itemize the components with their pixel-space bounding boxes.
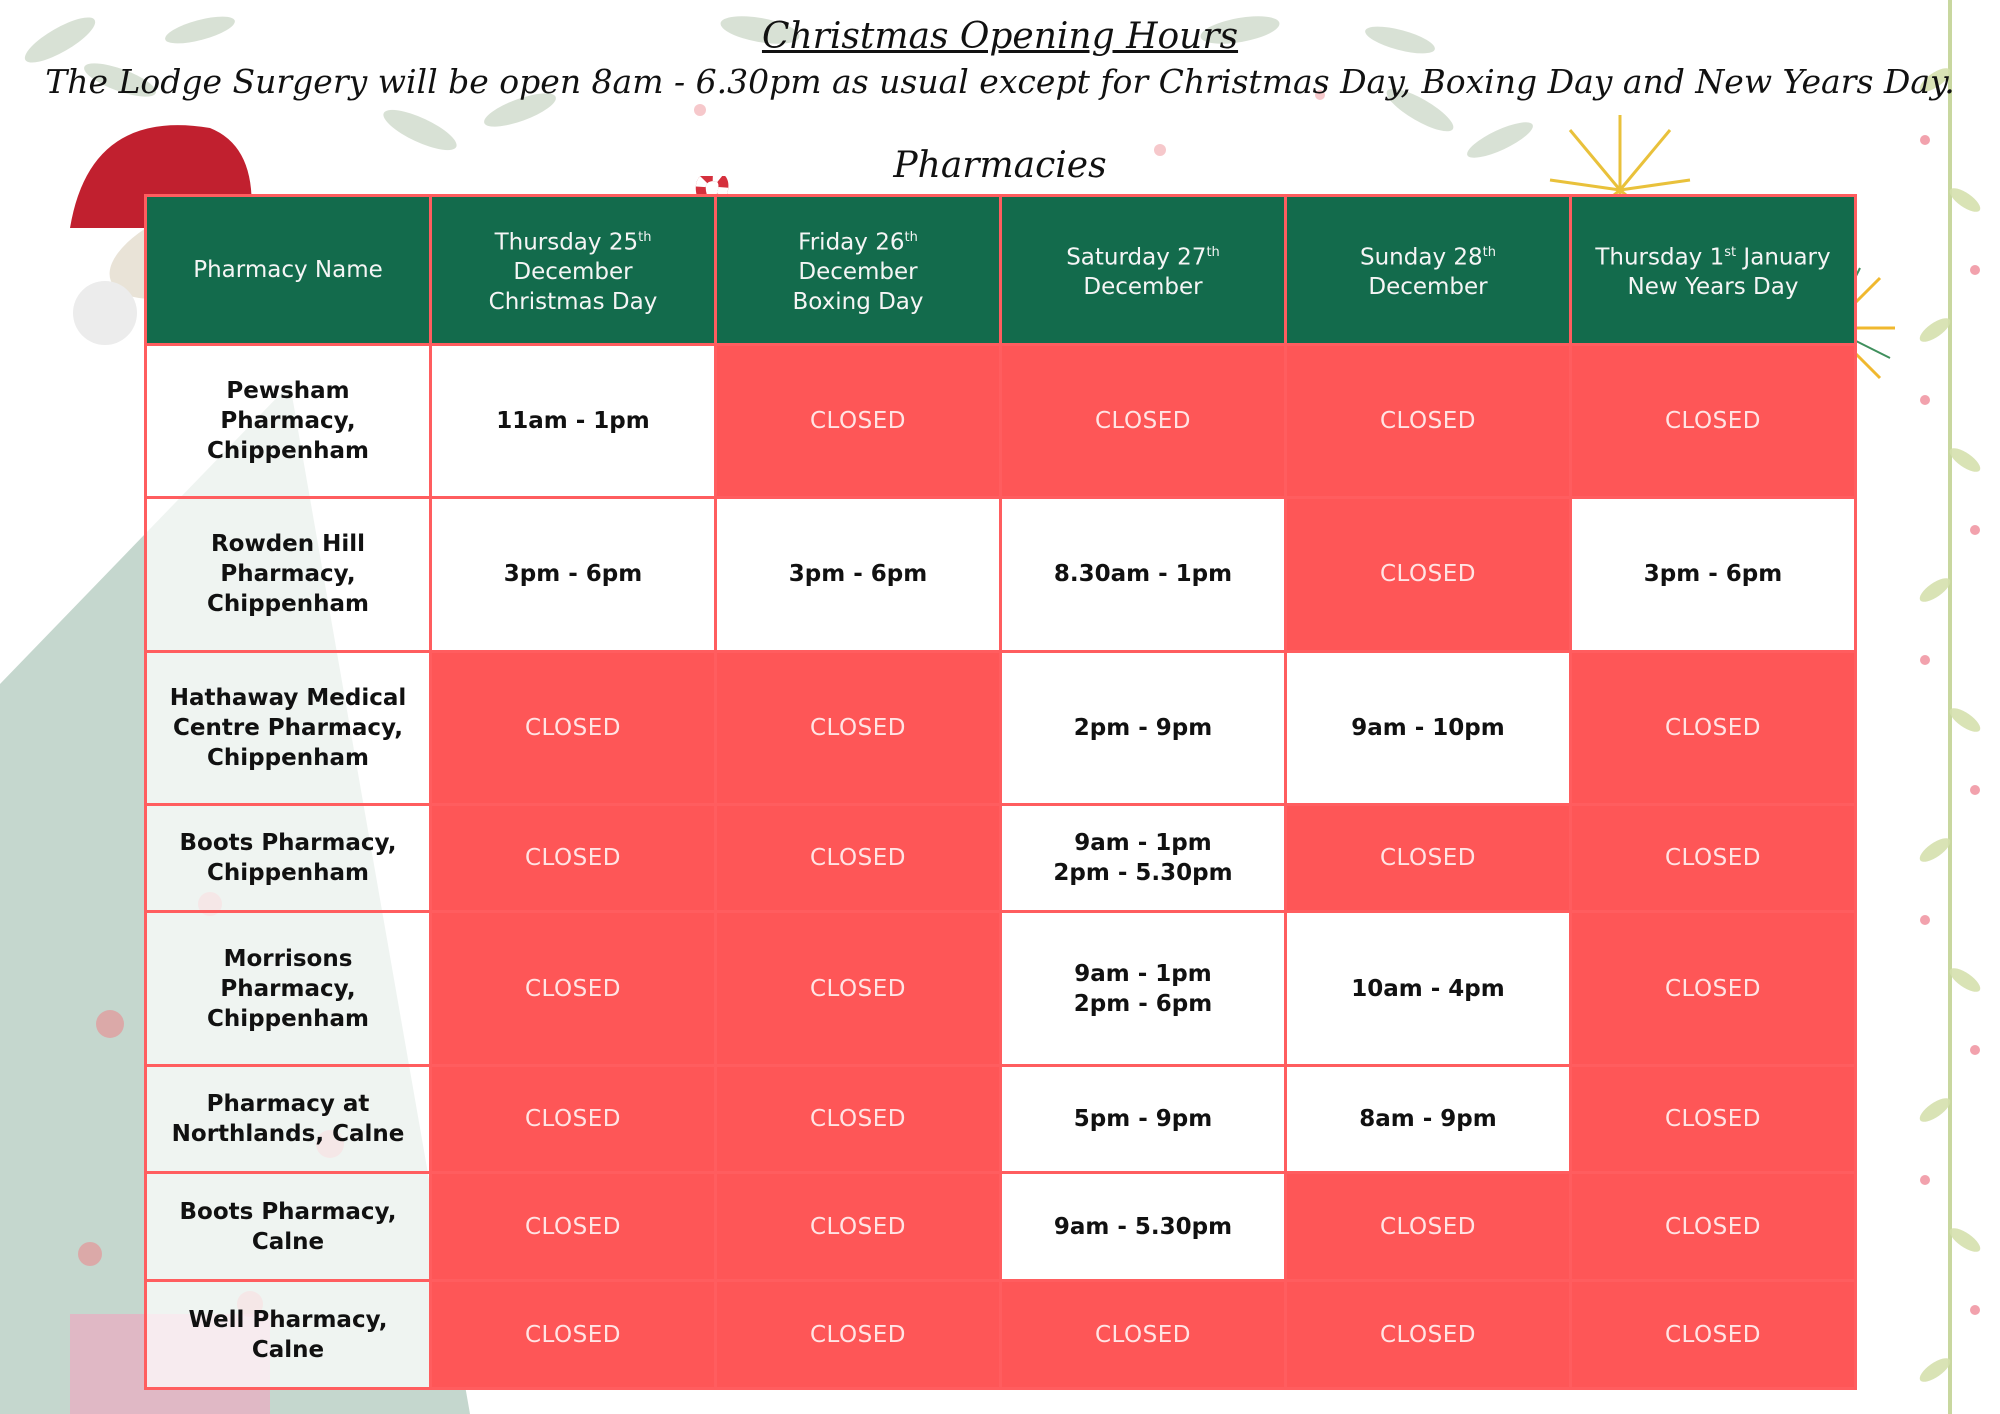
pharmacy-name: Boots Pharmacy, Calne	[179, 1198, 397, 1255]
opening-hours-cell	[1001, 498, 1286, 651]
closed-cell	[1286, 1281, 1571, 1389]
closed-cell	[1571, 1065, 1856, 1173]
closed-label: CLOSED	[525, 1321, 621, 1348]
table-body	[146, 345, 1856, 1389]
column-header-pharmacy-name	[146, 196, 431, 345]
opening-hours: 9am - 10pm	[1351, 714, 1505, 741]
opening-hours: 3pm - 6pm	[503, 561, 643, 588]
opening-hours: 11am - 1pm	[496, 408, 650, 435]
section-title: Pharmacies	[893, 145, 1107, 186]
closed-cell	[431, 1065, 716, 1173]
opening-hours-cell	[1571, 498, 1856, 651]
closed-cell	[1571, 804, 1856, 912]
column-header-day: Thursday 1st January New Years Day	[1571, 196, 1856, 345]
column-header-day: Thursday 25th December Christmas Day	[431, 196, 716, 345]
closed-label: CLOSED	[810, 1321, 906, 1348]
opening-hours: 9am - 5.30pm	[1053, 1213, 1233, 1240]
pharmacy-name: Pewsham Pharmacy, Chippenham	[207, 378, 369, 465]
closed-label: CLOSED	[1380, 561, 1476, 588]
closed-cell	[431, 912, 716, 1065]
pharmacy-name: Hathaway Medical Centre Pharmacy, Chippenham	[169, 684, 407, 771]
pharmacy-hours-table	[144, 194, 1857, 1390]
title-block	[0, 14, 2000, 104]
closed-label: CLOSED	[810, 714, 906, 741]
column-header-day: Saturday 27th December	[1001, 196, 1286, 345]
pharmacy-name-cell	[146, 1173, 431, 1281]
table-row	[146, 498, 1856, 651]
opening-hours: 10am - 4pm	[1351, 975, 1505, 1002]
closed-label: CLOSED	[525, 1213, 621, 1240]
closed-label: CLOSED	[1665, 845, 1761, 872]
opening-hours-cell	[1001, 912, 1286, 1065]
closed-cell	[1571, 651, 1856, 804]
pharmacy-name-cell	[146, 498, 431, 651]
column-header-label: Pharmacy Name	[193, 257, 383, 283]
closed-cell	[716, 651, 1001, 804]
closed-cell	[1286, 345, 1571, 498]
opening-hours-cell	[1286, 651, 1571, 804]
opening-hours: 2pm - 9pm	[1073, 714, 1213, 741]
closed-label: CLOSED	[810, 845, 906, 872]
opening-hours: 5pm - 9pm	[1073, 1106, 1213, 1133]
page-title: Christmas Opening Hours	[761, 16, 1239, 57]
closed-cell	[1571, 912, 1856, 1065]
closed-label: CLOSED	[1380, 1321, 1476, 1348]
closed-cell	[1571, 1173, 1856, 1281]
opening-hours: 3pm - 6pm	[788, 561, 928, 588]
opening-hours-cell	[716, 498, 1001, 651]
closed-cell	[1001, 1281, 1286, 1389]
closed-label: CLOSED	[525, 1106, 621, 1133]
closed-cell	[1286, 804, 1571, 912]
closed-label: CLOSED	[1665, 408, 1761, 435]
closed-cell	[1571, 345, 1856, 498]
closed-label: CLOSED	[1665, 1213, 1761, 1240]
closed-label: CLOSED	[1380, 845, 1476, 872]
closed-label: CLOSED	[810, 1106, 906, 1133]
closed-cell	[1001, 345, 1286, 498]
closed-label: CLOSED	[1665, 1106, 1761, 1133]
closed-cell	[716, 1065, 1001, 1173]
opening-hours: 8am - 9pm	[1359, 1106, 1497, 1133]
pharmacy-name-cell	[146, 804, 431, 912]
pharmacy-name: Morrisons Pharmacy, Chippenham	[207, 945, 369, 1032]
pharmacy-name-cell	[146, 1065, 431, 1173]
closed-label: CLOSED	[1380, 1213, 1476, 1240]
closed-label: CLOSED	[810, 975, 906, 1002]
opening-hours-cell	[431, 345, 716, 498]
opening-hours-cell	[1286, 1065, 1571, 1173]
opening-hours-cell	[1001, 804, 1286, 912]
pharmacy-name-cell	[146, 1281, 431, 1389]
closed-label: CLOSED	[1095, 1321, 1191, 1348]
closed-cell	[431, 651, 716, 804]
opening-hours-cell	[1001, 651, 1286, 804]
closed-cell	[431, 804, 716, 912]
page-subtitle: The Lodge Surgery will be open 8am - 6.30pm as usual except for Christmas Day, Boxing Day and New Years Day.	[45, 62, 1955, 101]
pharmacy-name-cell	[146, 345, 431, 498]
opening-hours: 8.30am - 1pm	[1053, 561, 1233, 588]
table-row	[146, 345, 1856, 498]
table-row	[146, 1065, 1856, 1173]
closed-cell	[716, 804, 1001, 912]
closed-label: CLOSED	[1665, 975, 1761, 1002]
closed-cell	[1286, 498, 1571, 651]
closed-label: CLOSED	[1665, 714, 1761, 741]
closed-label: CLOSED	[810, 408, 906, 435]
opening-hours: 9am - 1pm 2pm - 6pm	[1073, 960, 1213, 1017]
closed-cell	[716, 345, 1001, 498]
pharmacy-name: Boots Pharmacy, Chippenham	[179, 830, 397, 887]
pharmacy-name: Well Pharmacy, Calne	[188, 1306, 388, 1363]
closed-cell	[716, 912, 1001, 1065]
pharmacy-name: Rowden Hill Pharmacy, Chippenham	[207, 531, 369, 618]
closed-label: CLOSED	[1095, 408, 1191, 435]
opening-hours-cell	[1286, 912, 1571, 1065]
pharmacy-name-cell	[146, 651, 431, 804]
opening-hours-cell	[1001, 1173, 1286, 1281]
pharmacy-name-cell	[146, 912, 431, 1065]
opening-hours-cell	[1001, 1065, 1286, 1173]
closed-label: CLOSED	[525, 714, 621, 741]
closed-cell	[431, 1281, 716, 1389]
opening-hours: 9am - 1pm 2pm - 5.30pm	[1053, 830, 1233, 887]
closed-label: CLOSED	[1665, 1321, 1761, 1348]
closed-label: CLOSED	[810, 1213, 906, 1240]
closed-label: CLOSED	[525, 975, 621, 1002]
table-row	[146, 912, 1856, 1065]
closed-cell	[1286, 1173, 1571, 1281]
table-row	[146, 651, 1856, 804]
table-row	[146, 1281, 1856, 1389]
closed-cell	[431, 1173, 716, 1281]
opening-hours-cell	[431, 498, 716, 651]
opening-hours: 3pm - 6pm	[1643, 561, 1783, 588]
pharmacy-name: Pharmacy at Northlands, Calne	[171, 1091, 405, 1148]
closed-cell	[1571, 1281, 1856, 1389]
closed-label: CLOSED	[1380, 408, 1476, 435]
table-row	[146, 1173, 1856, 1281]
column-header-day: Sunday 28th December	[1286, 196, 1571, 345]
closed-cell	[716, 1281, 1001, 1389]
leaf-garland-icon	[1905, 0, 1995, 1414]
closed-cell	[716, 1173, 1001, 1281]
table-header-row	[146, 196, 1856, 345]
closed-label: CLOSED	[525, 845, 621, 872]
column-header-day: Friday 26th December Boxing Day	[716, 196, 1001, 345]
table-row	[146, 804, 1856, 912]
